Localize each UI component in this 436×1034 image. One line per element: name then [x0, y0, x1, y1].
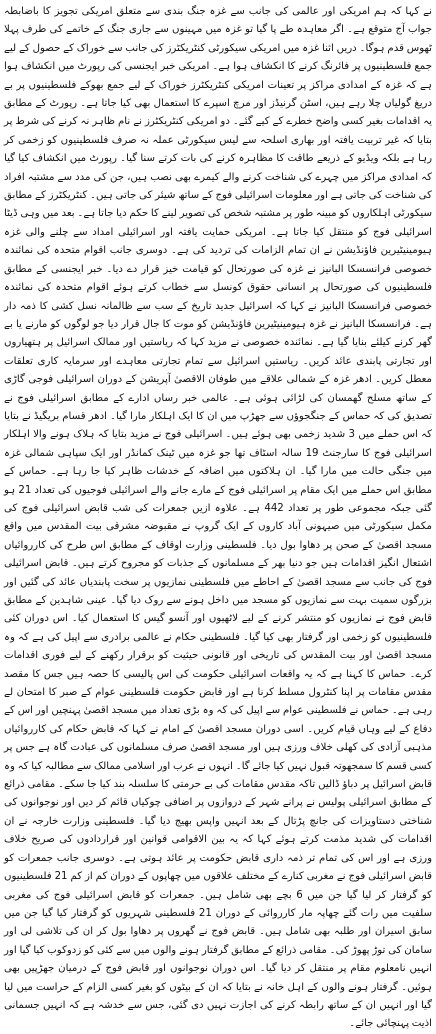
article-body-text: نے کہا کہ ہم امریکی اور عالمی کی جانب سے غزہ جنگ بندی سے متعلق امریکی تجویز کا باضابطہ جواب آج متوقع ہے۔ اگر معاہدہ طے پا گیا تو غزہ میں مہینوں سے جاری جنگ کے خاتمے کی طرف پہلا ٹھوس قدم ہوگا۔ دریں اثنا غزہ میں امریکی سیکورٹی کنٹریکٹرز کی جانب سے خوراک کے حصول کے لیے جمع فلسطینیوں پر فائرنگ کرنے کا انکشاف ہوا ہے۔ امریکی خبر ایجنسی کی رپورٹ میں انکشاف ہوا ہے کہ غزہ کے امدادی مراکز پر تعینات امریکی کنٹریکٹرز خوراک کے لیے جمع بھوکے فلسطینیوں پر بے دریغ گولیاں چلا رہے ہیں، اسٹن گرنیڈز اور مرچ اسپرے کا استعمال بھی کیا جاتا ہے۔ رپورٹ کے مطابق یہ اقدامات بغیر کسی واضح خطرے کے کیے گئے۔ دو امریکی کنٹریکٹرز نے نام ظاہر نہ کرنے کی شرط پر بتایا کہ غیر تربیت یافتہ اور بھاری اسلحہ سے لیس سیکورٹی عملہ نہ صرف فلسطینیوں کو زخمی کر رہا ہے بلکہ ویڈیو کے ذریعے طاقت کا مظاہرہ کرنے کی بات کرتے سنا گیا۔ رپورٹ میں انکشاف کیا گیا کہ امدادی مراکز میں چہرے کی شناخت کرنے والے کیمرے بھی نصب ہیں، جن کی مدد سے مشتبہ افراد کی شناخت کی جاتی ہے اور معلومات اسرائیلی فوج کے ساتھ شیئر کی جاتی ہیں۔ کنٹریکٹرز کے مطابق سیکورٹی اہلکاروں کو مبینہ طور پر مشتبہ شخص کی تصویر لینے کا حکم دیا جاتا ہے۔ بعد میں وہی ڈیٹا اسرائیلی فوج کو منتقل کیا جاتا ہے۔ امریکی حمایت یافتہ اور اسرائیلی امداد سے چلنے والی غزہ ہیومینیٹیرین فاؤنڈیشن نے ان تمام الزامات کی تردید کی ہے۔ دوسری جانب اقوام متحدہ کی نمائندہ خصوصی فرانسسکا البانیز نے غزہ کی صورتحال کو قیامت خیز قرار دے دیا۔ خبر ایجنسی کے مطابق فلسطینیوں کی صورتحال پر انسانی حقوق کونسل سے خطاب کرتے ہوئے اقوام متحدہ کی نمائندہ خصوصی فرانسسکا البانیز نے کہا کہ اسرائیل جدید تاریخ کے سب سے ظالمانہ نسل کشی کا ذمہ دار ہے۔ فرانسسکا البانیز نے غزہ ہیومینیٹیرین فاؤنڈیشن کو موت کا جال قرار دیا جو لوگوں کو مارنے یا بے گھر کرنے کیلئے بنایا گیا ہے۔ نمائندہ خصوصی نے مزید کہا کہ ریاستیں اور ممالک اسرائیل پر ہتھیاروں اور تجارتی پابندی عائد کریں۔ ریاستیں اسرائیل سے تمام تجارتی معاہدے اور سرمایہ کاری تعلقات معطل کریں۔ ادھر غزہ کے شمالی علاقے میں طوفان الاقصیٰ آپریشن کے دوران اسرائیلی فوجی گاڑی کے ساتھ مسلح گھمسان کی لڑائی ہوئی ہے۔ عالمی خبر رساں ادارے کے مطابق اسرائیلی فوج نے تصدیق کی کہ حماس کے جنگجوؤں سے جھڑپ میں ان کا ایک اہلکار مارا گیا۔ ادھر قسام بریگیڈ نے بتایا کہ اس حملے میں 3 شدید زخمی بھی ہوئے ہیں۔ اسرائیلی فوج نے مزید بتایا کہ ہلاک ہونے والا اہلکار اسرائیلی فوج کا سارجنٹ 19 سالہ اسٹاف تھا جو غزہ میں ٹینک کمانڈر اور ایک سپاہی شمالی غزہ میں جنگی حالت میں مارا گیا۔ ان ہلاکتوں میں اضافہ کے خدشات ظاہر کیا جا رہا ہے۔ حماس کے مطابق اس حملے میں ایک مقام پر اسرائیلی فوج کے مارے جانے والے اسرائیلی فوجیوں کی تعداد 21 ہو گئی جبکہ مجموعی طور پر تعداد 442 ہے۔ علاوہ ازیں جمعرات کی شب قابض اسرائیلی فوج کی مکمل سیکورٹی میں صیہونی آباد کاروں کے ایک گروپ نے مقبوضہ مشرقی بیت المقدس میں واقع مسجد اقصیٰ کے صحن پر دھاوا بول دیا۔ فلسطینی وزارت اوقاف کے مطابق اس طرح کی کارروائیاں اشتعال انگیز اقدامات ہیں جو دنیا بھر کے مسلمانوں کے جذبات کو مجروح کرتے ہیں۔ قابض اسرائیلی فوج کی جانب سے مسجد اقصیٰ کے احاطے میں فلسطینی نمازیوں پر سخت پابندیاں عائد کی گئیں اور بزرگوں سمیت بہت سے نمازیوں کو مسجد میں داخل ہونے سے روک دیا گیا۔ عینی شاہدین کے مطابق قابض فوج نے نمازیوں کو منتشر کرنے کے لیے لاٹھیوں اور آنسو گیس کا استعمال کیا۔ اس دوران کئی فلسطینیوں کو زخمی اور گرفتار بھی کیا گیا۔ فلسطینی حکام نے عالمی برادری سے اپیل کی ہے کہ وہ مسجد اقصیٰ اور بیت المقدس کی تاریخی اور قانونی حیثیت کو برقرار رکھنے کے لیے فوری اقدامات کرے۔ حماس کا کہنا ہے کہ یہ واقعات اسرائیلی حکومت کی اس پالیسی کا حصہ ہیں جس کا مقصد مقدس مقامات پر اپنا کنٹرول مسلط کرنا ہے اور قابض حکومت فلسطینی عوام کے صبر کا امتحان لے رہی ہے۔ حماس نے فلسطینی عوام سے اپیل کی کہ وہ بڑی تعداد میں مسجد اقصیٰ پہنچیں اور اس کے دفاع کے لیے وہاں قیام کریں۔ اسی دوران مسجد اقصیٰ کے امام نے کہا کہ قابض حکام کی کارروائیاں مذہبی آزادی کی کھلی خلاف ورزی ہیں اور مسجد اقصیٰ صرف مسلمانوں کی عبادت گاہ ہے جس پر کسی قسم کا سمجھوتہ قبول نہیں کیا جائے گا۔ انہوں نے عرب اور اسلامی ممالک سے مطالبہ کیا کہ وہ قابض اسرائیل پر دباؤ ڈالیں تاکہ مقدس مقامات کی بے حرمتی کا سلسلہ بند کیا جا سکے۔ مقامی ذرائع کے مطابق اسرائیلی پولیس نے پرانے شہر کے دروازوں پر اضافی چوکیاں قائم کر دیں اور نوجوانوں کی شناختی دستاویزات کی جانچ پڑتال کے بعد انہیں واپس بھیج دیا گیا۔ فلسطینی وزارت خارجہ نے ان اقدامات کی شدید مذمت کرتے ہوئے کہا کہ یہ بین الاقوامی قوانین اور قراردادوں کی صریح خلاف ورزی ہے اور اس کی تمام تر ذمہ داری قابض حکومت پر عائد ہوتی ہے۔ دوسری جانب جمعرات کو قابض اسرائیلی فوج نے مغربی کنارے کے مختلف علاقوں میں چھاپوں کے دوران کم از کم 21 فلسطینیوں کو گرفتار کر لیا گیا جن میں 6 بچے بھی شامل ہیں۔ جمعرات کو قابض اسرائیلی فوج کی مغربی سلفیت میں رات گئے چھاپہ مار کارروائی کے دوران 21 فلسطینی شہریوں کو گرفتار کیا گیا جن میں سابق اسیران اور طلبہ بھی شامل ہیں۔ قابض فوج نے گھروں پر دھاوا بول کر ان کی تلاشی لی اور سامان کی توڑ پھوڑ کی۔ مقامی ذرائع کے مطابق گرفتار ہونے والوں میں سے کئی کو زدوکوب کیا گیا اور انہیں نامعلوم مقام پر منتقل کر دیا گیا۔ اس دوران نوجوانوں اور قابض فوج کے درمیان جھڑپیں بھی ہوئیں۔ گرفتار ہونے والوں کے اہل خانہ نے بتایا کہ ان کے بیٹوں کو بغیر کسی الزام کے حراست میں لیا گیا اور انہیں ان کے ساتھ رابطہ کرنے کی اجازت نہیں دی گئی، جس سے خدشہ ہے کہ انہیں جسمانی اذیت پہنچائی جائے۔ [4, 6, 432, 1030]
